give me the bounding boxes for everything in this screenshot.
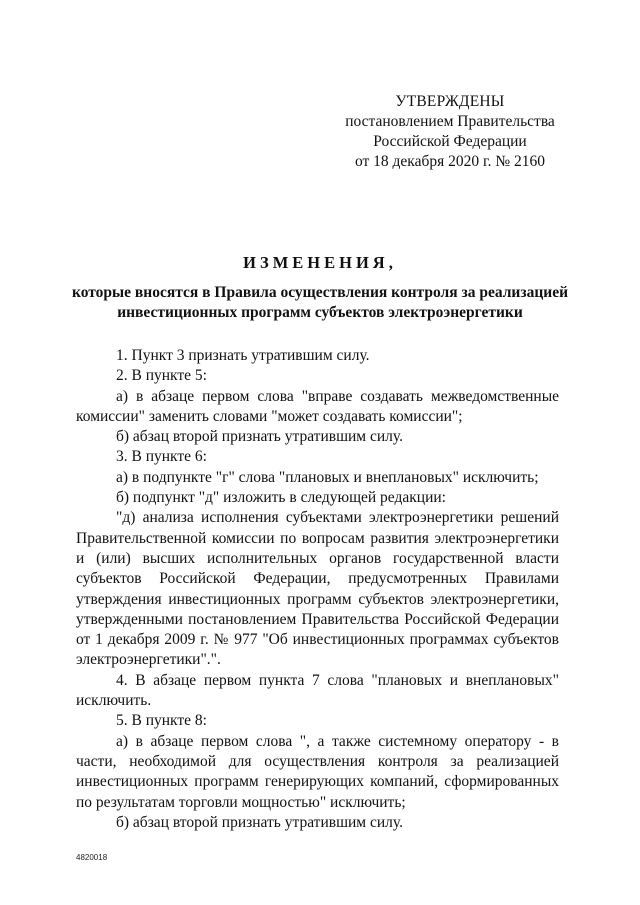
paragraph: 2. В пункте 5:	[116, 367, 207, 385]
paragraph: 5. В пункте 8:	[116, 712, 207, 730]
approval-block	[330, 92, 570, 172]
paragraph: а) в абзаце первом слова ", а также системному оператору - в части, необходимой для осуществления контроля за реализацией инвестиционных программ генерирующих компаний, сформированных по результатам торговли мощностью" исключить;	[76, 732, 559, 811]
subtitle-line-2: инвестиционных программ субъектов электроэнергетики	[117, 304, 523, 321]
approval-line-3: от 18 декабря 2020 г. № 2160	[354, 153, 546, 170]
approval-heading: УТВЕРЖДЕНЫ	[395, 93, 505, 110]
approval-line-1: постановлением Правительства	[345, 113, 555, 130]
approval-line-2: Российской Федерации	[373, 133, 527, 150]
paragraph: а) в абзаце первом слова "вправе создавать межведомственные комиссии" заменить словами "может создавать комиссии";	[76, 387, 559, 425]
paragraph: 4. В абзаце первом пункта 7 слова "плановых и внеплановых" исключить.	[76, 671, 559, 710]
paragraph: б) абзац второй признать утратившим силу.	[116, 813, 403, 831]
paragraph: б) подпункт "д" изложить в следующей редакции:	[116, 489, 446, 507]
paragraph: "д) анализа исполнения субъектами электроэнергетики решений Правительственной комиссии по вопросам развития электроэнергетики и (или) высших исполнительных органов государственной власти субъектов Российской Федерации, предусмотренных Правилами утверждения инвестиционных программ субъектов электроэнергетики, утвержденными постановлением Правительства Российской Федерации от 1 декабря 2009 г. № 977 "Об инвестиционных программах субъектов электроэнергетики".".	[76, 509, 559, 669]
paragraph: б) абзац второй признать утратившим силу.	[116, 428, 403, 446]
paragraph: 3. В пункте 6:	[116, 448, 207, 466]
document-title: ИЗМЕНЕНИЯ,	[243, 253, 397, 272]
paragraph: 1. Пункт 3 признать утратившим силу.	[116, 347, 370, 364]
paragraph: а) в подпункте "г" слова "плановых и внеплановых" исключить;	[116, 468, 539, 486]
subtitle-line-1: которые вносятся в Правила осуществления контроля за реализацией	[72, 284, 568, 301]
document-subtitle	[60, 283, 580, 323]
title-block	[60, 252, 580, 323]
document-body	[76, 346, 559, 833]
document-code: 4820018	[76, 853, 108, 862]
